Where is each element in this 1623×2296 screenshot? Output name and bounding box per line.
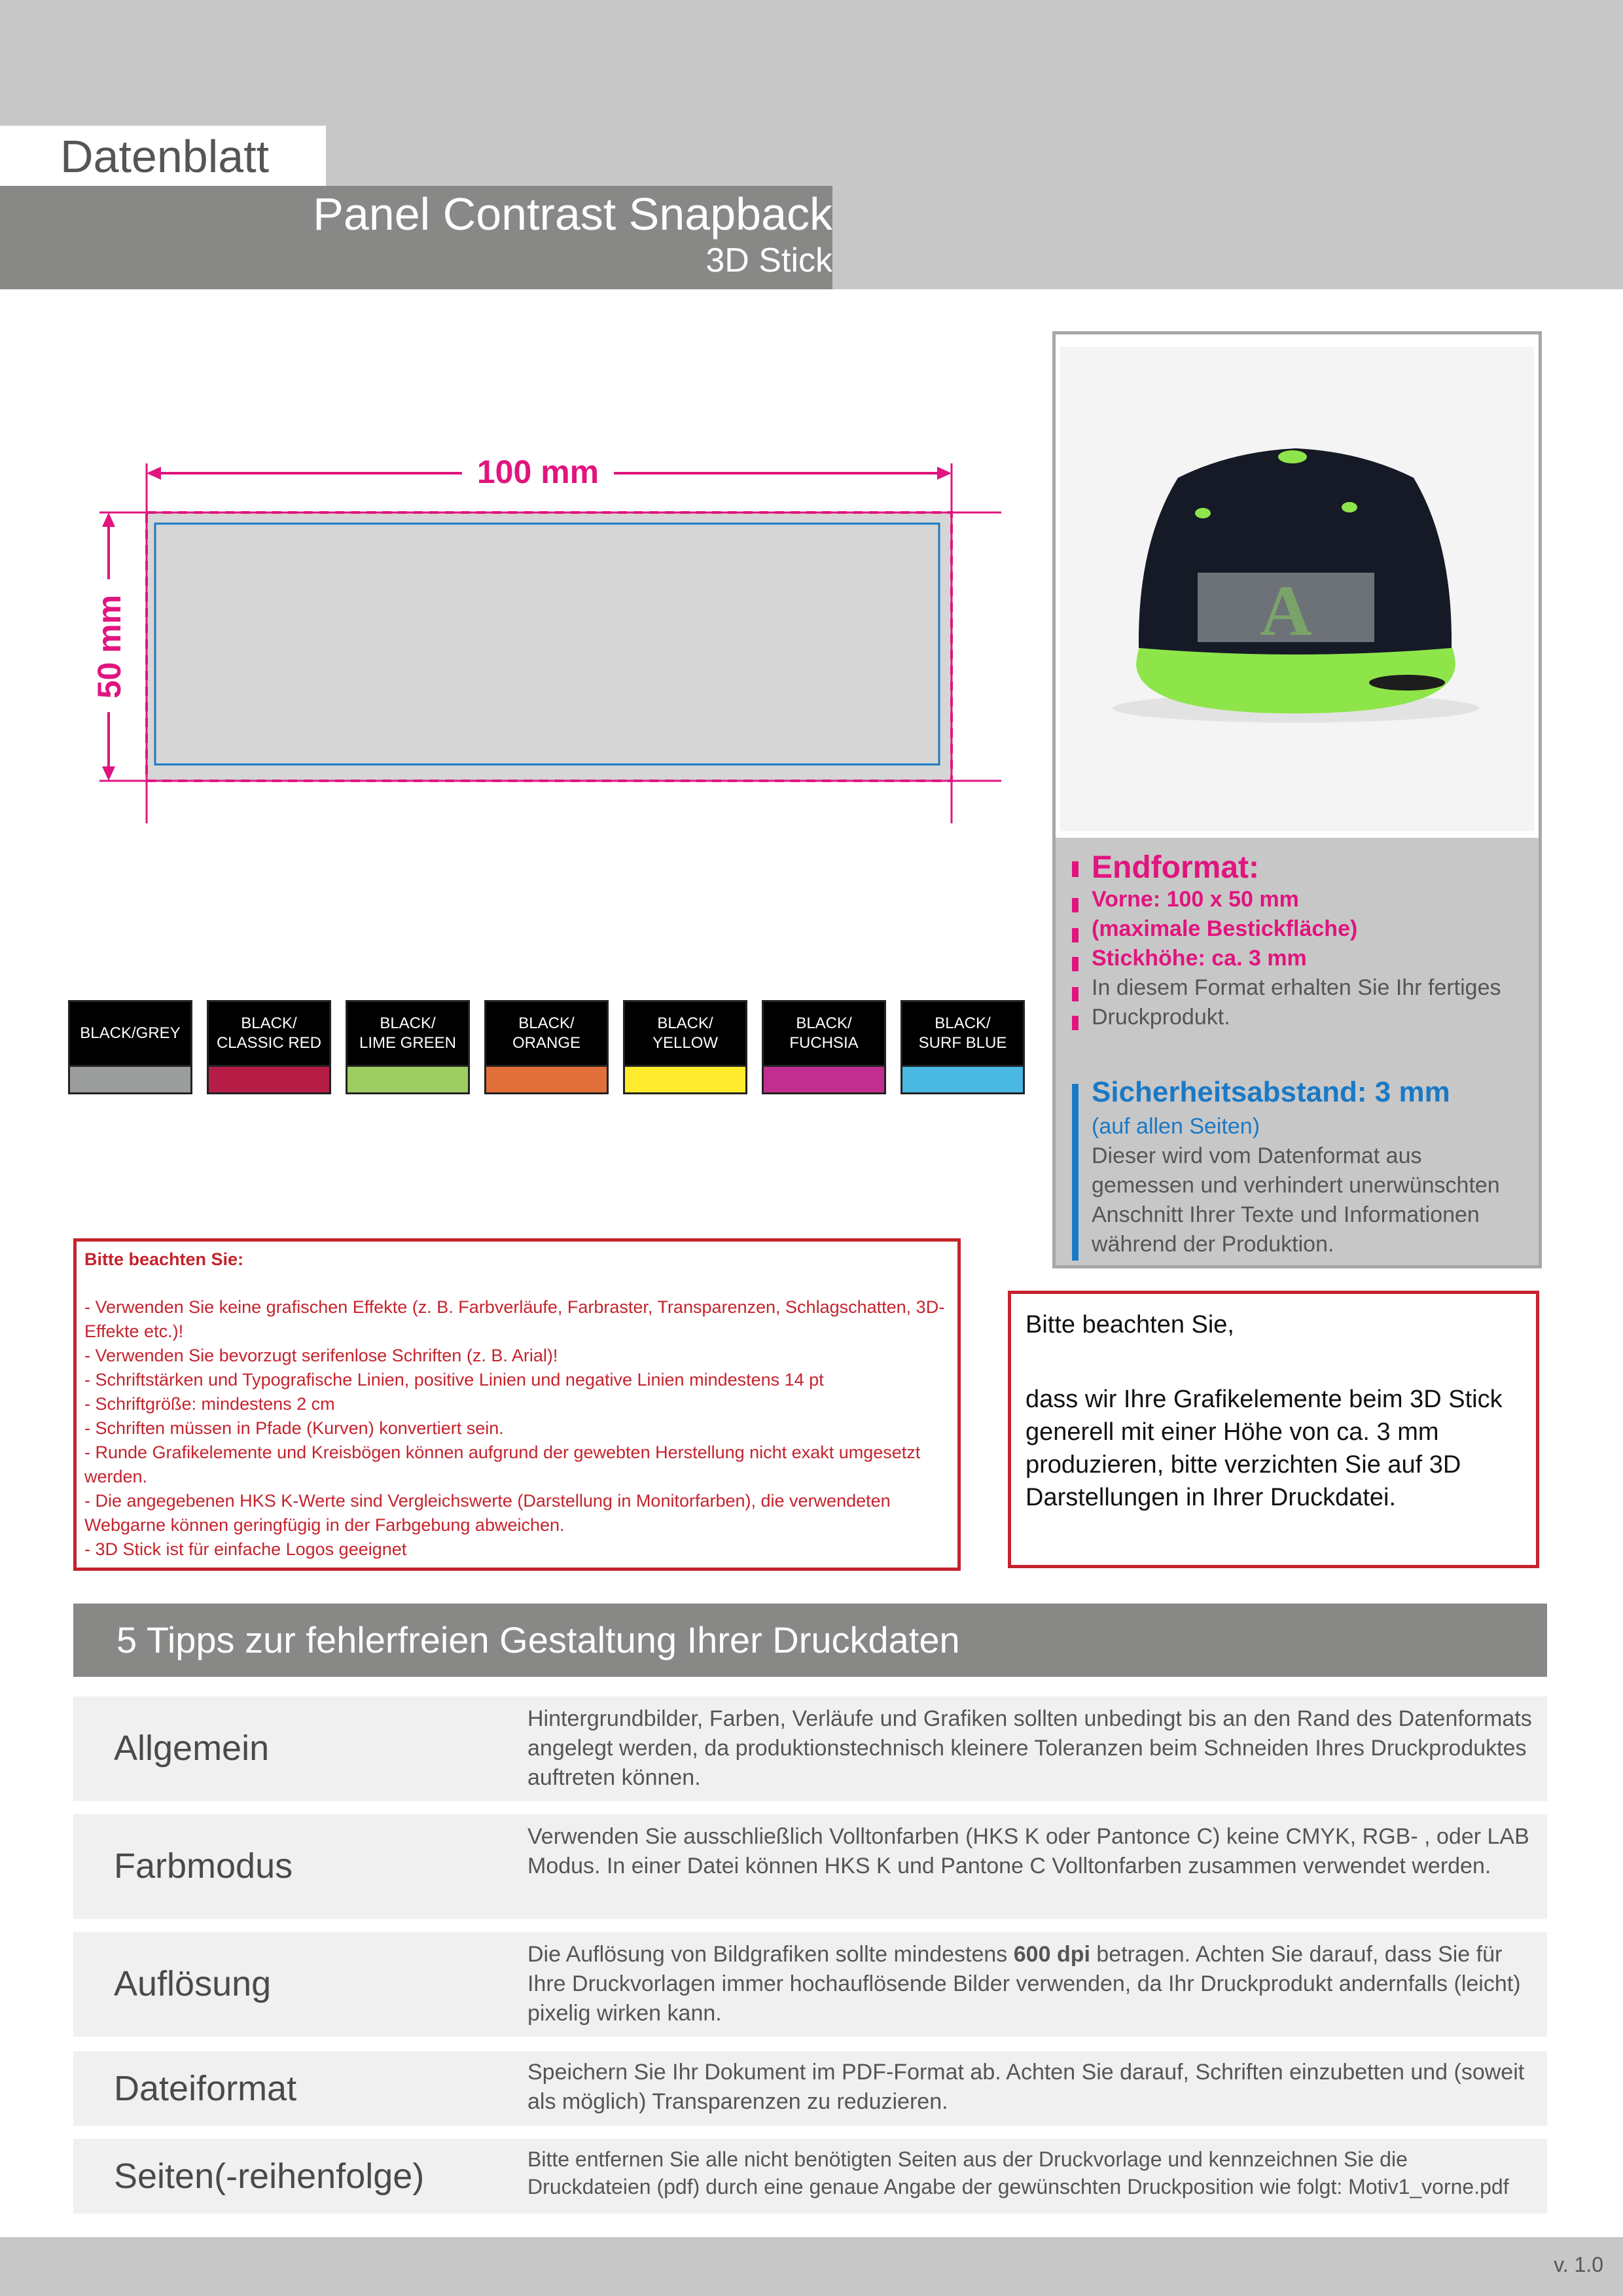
color-swatch (484, 1000, 609, 1094)
arrow-right-icon (937, 467, 952, 480)
snapback-cap-image (1060, 347, 1534, 831)
notice-right-title: Bitte beachten Sie, (1026, 1311, 1234, 1338)
bullet-bar (1072, 957, 1079, 971)
tip-body: Hintergrundbilder, Farben, Verläufe und Grafiken sollten unbedingt bis an den Rand des Datenformats angelegt werden, da produktionstechnisch kleinere Toleranzen beim Schneiden Ihres Druckproduktes auftreten können. (527, 1706, 1532, 1790)
endformat-heading: Endformat: (1092, 850, 1259, 885)
arrow-left-icon (147, 467, 161, 480)
color-swatch (901, 1000, 1025, 1094)
tip-heading: Dateiformat (114, 2069, 297, 2108)
color-swatch (207, 1000, 331, 1094)
product-image-area (1060, 347, 1534, 831)
bullet-bar (1072, 987, 1079, 1001)
width-label: 100 mm (476, 454, 599, 490)
notice-title: Bitte beachten Sie: (84, 1249, 244, 1269)
swatch-label: BLACK/ YELLOW (652, 1014, 719, 1052)
notice-box-left (73, 1238, 961, 1571)
tip-body-text: betragen. Achten Sie darauf, dass Sie für Ihre Druckvorlagen immer hochauflösende Bilder verwenden, da Ihr Druckprodukt andernfalls (leicht) pixelig wirken kann. (527, 1942, 1521, 2026)
safety-line: Dieser wird vom Datenformat aus (1092, 1143, 1422, 1168)
notice-item: - Runde Grafikelemente und Kreisbögen können aufgrund der gewebten Herstellung nicht exakt umgesetzt werden. (84, 1443, 921, 1486)
tip-body-emphasis: 600 dpi (1013, 1942, 1090, 1967)
color-swatch (346, 1000, 470, 1094)
color-swatch (68, 1000, 192, 1094)
endformat-line: In diesem Format erhalten Sie Ihr fertiges (1092, 975, 1501, 1000)
endformat-line: Vorne: 100 x 50 mm (1092, 887, 1299, 912)
swatch-color (764, 1065, 884, 1092)
notice-list (84, 1295, 948, 1562)
color-swatch (762, 1000, 886, 1094)
safety-subline: (auf allen Seiten) (1092, 1114, 1260, 1139)
notice-item: - Schriften müssen in Pfade (Kurven) konvertiert sein. (84, 1418, 504, 1438)
swatch-color (486, 1065, 607, 1092)
notice-item: - Verwenden Sie bevorzugt serifenlose Schriften (z. B. Arial)! (84, 1346, 558, 1365)
tip-body: Bitte entfernen Sie alle nicht benötigten Seiten aus der Druckvorlage und kennzeichnen Sie die Druckdateien (pdf) durch eine genaue Angabe der gewünschten Druckposition wie folgt: Motiv1_vorne.pdf (527, 2147, 1509, 2198)
safety-heading: Sicherheitsabstand: 3 mm (1092, 1076, 1450, 1108)
color-swatch (623, 1000, 747, 1094)
tip-body-text: Die Auflösung von Bildgrafiken sollte mindestens (527, 1942, 1014, 1967)
safety-bar (1072, 1084, 1079, 1261)
tip-row-allgemein (73, 1696, 1547, 1801)
bullet-bar (1072, 898, 1079, 912)
tip-row-seiten (73, 2139, 1547, 2214)
arrow-up-icon (102, 512, 115, 527)
swatch-color (209, 1065, 329, 1092)
swatch-color (70, 1065, 190, 1092)
notice-item: - Die angegebenen HKS K-Werte sind Vergleichswerte (Darstellung in Monitorfarben), die verwendeten Webgarne können geringfügig in der Farbgebung abweichen. (84, 1491, 891, 1535)
tip-row-dateiformat (73, 2051, 1547, 2126)
notice-box-right (1008, 1291, 1539, 1568)
tip-heading: Farbmodus (114, 1846, 293, 1886)
tips-header (73, 1604, 1547, 1677)
page-title: Panel Contrast Snapback (313, 188, 832, 240)
version-label: v. 1.0 (1554, 2253, 1603, 2276)
safety-line: Anschnitt Ihrer Texte und Informationen (1092, 1202, 1480, 1227)
arrow-down-icon (102, 766, 115, 781)
swatch-label: BLACK/GREY (80, 1024, 181, 1042)
height-label: 50 mm (91, 594, 128, 699)
tip-heading: Seiten(-reihenfolge) (114, 2157, 425, 2196)
swatch-label: BLACK/ LIME GREEN (359, 1014, 457, 1052)
page-subtitle: 3D Stick (705, 242, 832, 279)
bullet-bar (1072, 928, 1079, 942)
swatch-label: BLACK/ CLASSIC RED (216, 1014, 322, 1052)
safety-line: gemessen und verhindert unerwünschten (1092, 1173, 1500, 1198)
tip-heading: Auflösung (114, 1964, 272, 2003)
endformat-line: Stickhöhe: ca. 3 mm (1092, 946, 1307, 971)
tip-row-farbmodus (73, 1814, 1547, 1919)
swatch-color (625, 1065, 745, 1092)
format-diagram (65, 445, 1008, 831)
bullet-bar (1072, 861, 1079, 877)
notice-item: - Schriftgröße: mindestens 2 cm (84, 1394, 335, 1414)
swatch-label: BLACK/ ORANGE (512, 1014, 580, 1052)
bullet-bar (1072, 1016, 1079, 1030)
tip-body: Speichern Sie Ihr Dokument im PDF-Format ab. Achten Sie darauf, Schriften einzubetten und (soweit als möglich) Transparenzen zu reduzieren. (527, 2060, 1525, 2114)
footer-band (0, 2237, 1623, 2296)
endformat-line: (maximale Bestickfläche) (1092, 916, 1358, 941)
endformat-line: Druckprodukt. (1092, 1005, 1230, 1030)
notice-item: - Verwenden Sie keine grafischen Effekte (z. B. Farbverläufe, Farbraster, Transparenzen, Schlagschatten, 3D-Effekte etc.)! (84, 1297, 945, 1341)
tip-body (527, 1940, 1535, 2028)
cap-letter: A (1260, 571, 1312, 651)
tip-row-aufloesung (73, 1932, 1547, 2037)
swatch-label: BLACK/ FUCHSIA (789, 1014, 859, 1052)
safety-line: während der Produktion. (1092, 1232, 1334, 1257)
notice-right-body: dass wir Ihre Grafikelemente beim 3D Stick generell mit einer Höhe von ca. 3 mm produzieren, bitte verzichten Sie auf 3D Darstellungen in Ihrer Druckdatei. (1026, 1386, 1503, 1511)
notice-item: - Schriftstärken und Typografische Linien, positive Linien und negative Linien mindestens 14 pt (84, 1370, 824, 1390)
swatch-color (348, 1065, 468, 1092)
tip-body: Verwenden Sie ausschließlich Volltonfarben (HKS K oder Pantonce C) keine CMYK, RGB- , oder LAB Modus. In einer Datei können HKS K und Pantone C Volltonfarben zusammen verwendet werden. (527, 1824, 1529, 1878)
swatch-color (902, 1065, 1023, 1092)
tip-heading: Allgemein (114, 1729, 270, 1768)
tips-title: 5 Tipps zur fehlerfreien Gestaltung Ihrer Druckdaten (116, 1619, 960, 1660)
notice-item: - 3D Stick ist für einfache Logos geeignet (84, 1539, 407, 1559)
document-type-label: Datenblatt (60, 131, 270, 182)
print-area (147, 512, 952, 781)
swatch-label: BLACK/ SURF BLUE (918, 1014, 1007, 1052)
